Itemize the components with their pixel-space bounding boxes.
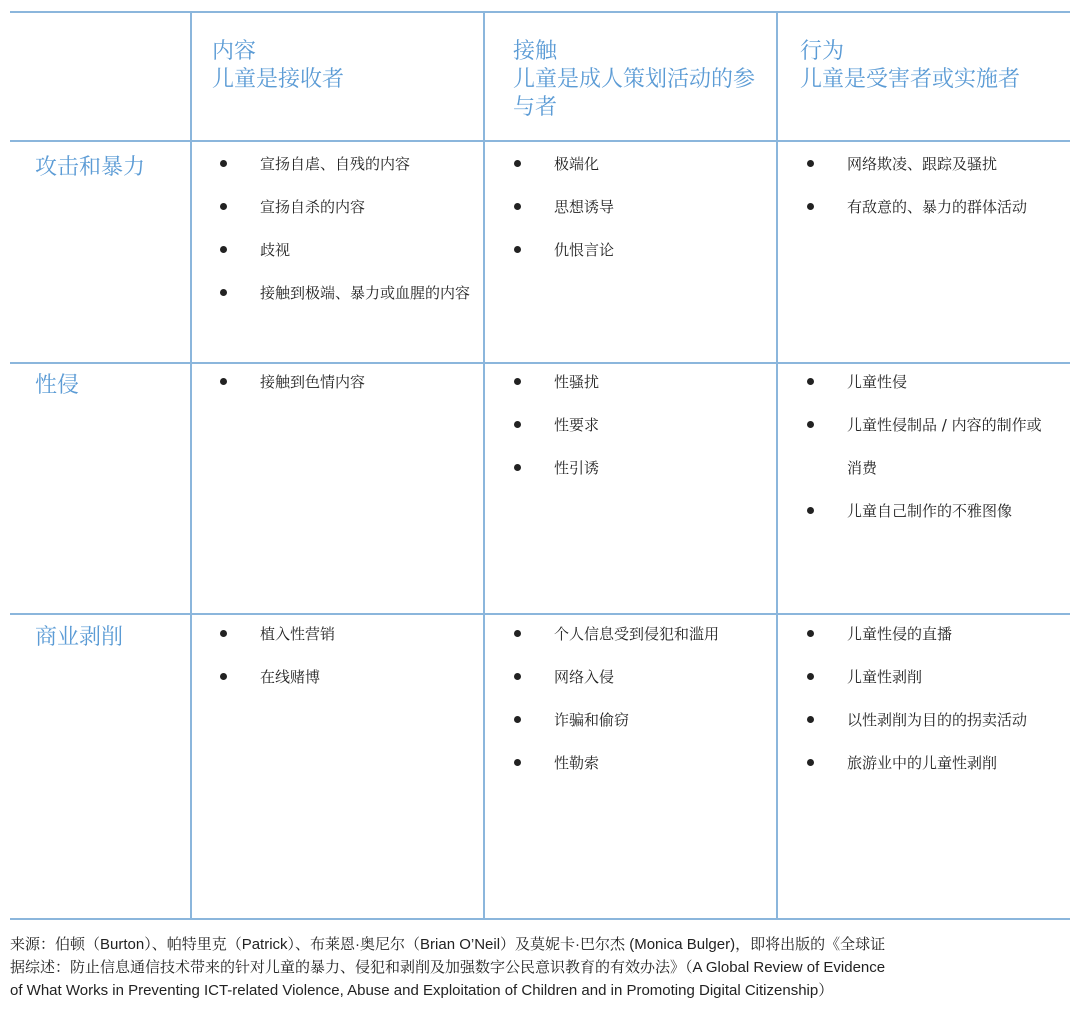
row-label-sexual-abuse: 性侵 (35, 373, 80, 398)
list-item: 性勒索 (514, 742, 776, 785)
cell-commercial-conduct (807, 613, 1069, 785)
cell-commercial-content (220, 613, 482, 699)
list-item: 在线赌博 (220, 656, 482, 699)
table-top-rule (10, 11, 1070, 13)
list-item: 歧视 (220, 229, 482, 272)
column-divider-2 (483, 11, 485, 920)
list-item: 诈骗和偷窃 (514, 699, 776, 742)
list-item: 儿童自己制作的不雅图像 (807, 490, 1052, 533)
column-header-content (212, 38, 472, 94)
source-note: 来源：伯顿（Burton）、帕特里克（Patrick）、布莱恩·奥尼尔（Brian O’Neil）及莫妮卡·巴尔杰 (Monica Bulger)，即将出版的《全球证据综述：防止信息通信技术带来的针对儿童的暴力、侵犯和剥削及加强数字公民意识教育的有效办法》（A Global Review of Evidence of What Works in Preventing ICT-related Violence, Abuse and Exploitation of Children and in Promoting Digital Citizenship） (10, 936, 886, 999)
list-item: 个人信息受到侵犯和滥用 (514, 613, 776, 656)
list-item: 思想诱导 (514, 186, 776, 229)
list-item: 有敌意的、暴力的群体活动 (807, 186, 1069, 229)
list-item: 接触到极端、暴力或血腥的内容 (220, 272, 482, 315)
list-item: 儿童性侵的直播 (807, 613, 1069, 656)
column-title: 内容 (212, 39, 257, 64)
row-label-commercial-exploitation: 商业剥削 (35, 625, 124, 650)
cell-aggression-contact (514, 143, 776, 272)
list-item: 宣扬自杀的内容 (220, 186, 482, 229)
list-item: 接触到色情内容 (220, 361, 482, 404)
column-header-contact (513, 38, 763, 122)
list-item: 性要求 (514, 404, 776, 447)
cell-aggression-conduct (807, 143, 1069, 229)
column-title: 接触 (513, 39, 558, 64)
cell-commercial-contact (514, 613, 776, 785)
list-item: 儿童性剥削 (807, 656, 1069, 699)
cell-sexual-content (220, 361, 482, 404)
list-item: 儿童性侵 (807, 361, 1052, 404)
column-subtitle: 儿童是成人策划活动的参与者 (513, 67, 756, 120)
column-divider-3 (776, 11, 778, 920)
list-item: 宣扬自虐、自残的内容 (220, 143, 482, 186)
list-item: 旅游业中的儿童性剥削 (807, 742, 1069, 785)
cell-sexual-conduct (807, 361, 1052, 533)
header-bottom-rule (10, 140, 1070, 142)
row-label-aggression: 攻击和暴力 (35, 155, 146, 180)
list-item: 儿童性侵制品 / 内容的制作或消费 (807, 404, 1052, 490)
list-item: 植入性营销 (220, 613, 482, 656)
list-item: 网络入侵 (514, 656, 776, 699)
column-header-conduct (800, 38, 1050, 94)
list-item: 极端化 (514, 143, 776, 186)
list-item: 仇恨言论 (514, 229, 776, 272)
risk-table (10, 0, 1070, 1028)
list-item: 以性剥削为目的的拐卖活动 (807, 699, 1069, 742)
list-item: 网络欺凌、跟踪及骚扰 (807, 143, 1069, 186)
table-bottom-rule (10, 918, 1070, 920)
list-item: 性引诱 (514, 447, 776, 490)
column-subtitle: 儿童是受害者或实施者 (800, 67, 1021, 92)
cell-aggression-content (220, 143, 482, 315)
cell-sexual-contact (514, 361, 776, 490)
column-subtitle: 儿童是接收者 (212, 67, 345, 92)
list-item: 性骚扰 (514, 361, 776, 404)
column-divider-1 (190, 11, 192, 920)
column-title: 行为 (800, 39, 845, 64)
